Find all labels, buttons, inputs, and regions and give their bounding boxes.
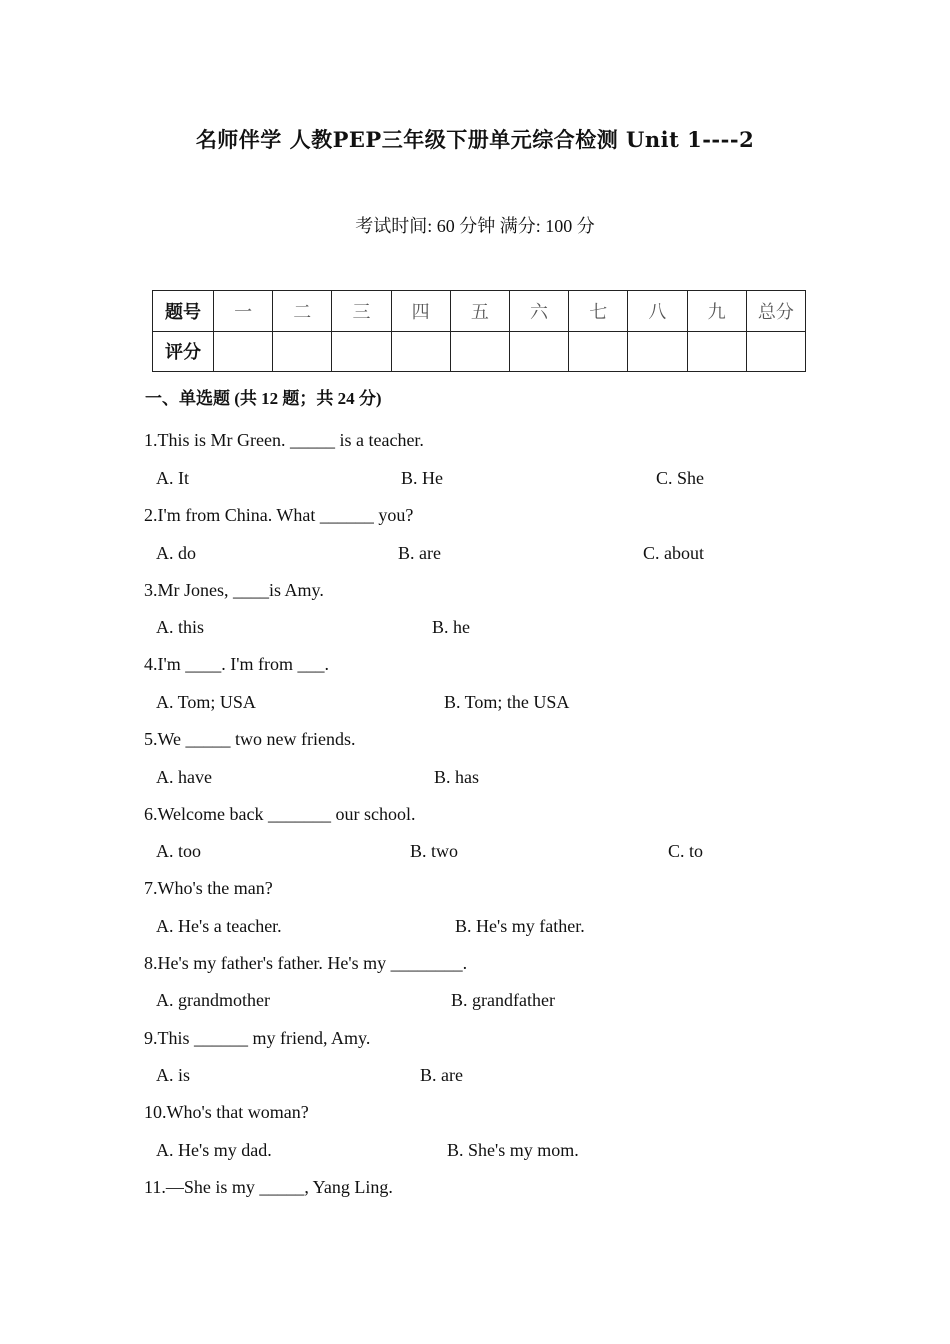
question-text: 5.We _____ two new friends. xyxy=(144,729,356,749)
score-cell xyxy=(273,331,332,372)
question-text: 10.Who's that woman? xyxy=(144,1102,309,1122)
option: A. is xyxy=(156,1065,191,1085)
score-table-row-label: 题号 xyxy=(153,291,214,332)
score-table-col: 六 xyxy=(509,291,568,332)
option: A. He's my dad. xyxy=(156,1140,272,1160)
score-cell xyxy=(332,331,391,372)
option: B. he xyxy=(432,617,470,637)
option: B. are xyxy=(398,543,441,563)
question-text: 7.Who's the man? xyxy=(144,878,273,898)
option: C. She xyxy=(656,468,705,488)
score-cell xyxy=(628,331,687,372)
score-table-col: 三 xyxy=(332,291,391,332)
option: A. Tom; USA xyxy=(156,692,256,712)
question-text: 9.This ______ my friend, Amy. xyxy=(144,1028,371,1048)
document-title: 名师伴学 人教PEP三年级下册单元综合检测 Unit 1----2 xyxy=(195,127,755,152)
option: A. too xyxy=(156,841,201,861)
option: A. He's a teacher. xyxy=(156,916,282,936)
score-table-score-row xyxy=(153,331,806,372)
option: C. to xyxy=(668,841,704,861)
score-cell xyxy=(509,331,568,372)
score-cell xyxy=(687,331,746,372)
score-table-col: 总分 xyxy=(746,291,805,332)
option: A. this xyxy=(156,617,205,637)
option: B. Tom; the USA xyxy=(444,692,570,712)
question-text: 6.Welcome back _______ our school. xyxy=(144,804,416,824)
option: B. He xyxy=(401,468,443,488)
score-cell xyxy=(569,331,628,372)
question-text: 3.Mr Jones, ____is Amy. xyxy=(144,580,324,600)
question-text: 4.I'm ____. I'm from ___. xyxy=(144,654,329,674)
section-heading: 一、单选题 (共 12 题；共 24 分) xyxy=(145,389,382,408)
score-cell xyxy=(746,331,805,372)
score-cell xyxy=(450,331,509,372)
question-text: 2.I'm from China. What ______ you? xyxy=(144,505,414,525)
exam-info: 考试时间: 60 分钟 满分: 100 分 xyxy=(355,216,595,236)
option: B. two xyxy=(410,841,459,861)
score-table-col: 四 xyxy=(391,291,450,332)
option: B. He's my father. xyxy=(455,916,585,936)
score-table-col: 九 xyxy=(687,291,746,332)
option: A. grandmother xyxy=(156,990,270,1010)
option: A. have xyxy=(156,767,212,787)
score-table-col: 五 xyxy=(450,291,509,332)
option: B. grandfather xyxy=(451,990,555,1010)
option: B. has xyxy=(434,767,479,787)
score-table-col: 二 xyxy=(273,291,332,332)
option: C. about xyxy=(643,543,704,563)
score-table xyxy=(152,290,806,372)
score-table-col: 八 xyxy=(628,291,687,332)
question-text: 11.—She is my _____, Yang Ling. xyxy=(144,1177,393,1197)
score-table-col: 七 xyxy=(569,291,628,332)
option: B. She's my mom. xyxy=(447,1140,579,1160)
option: B. are xyxy=(420,1065,463,1085)
question-text: 1.This is Mr Green. _____ is a teacher. xyxy=(144,430,424,450)
option: A. It xyxy=(156,468,189,488)
score-table-header-row xyxy=(153,291,806,332)
option: A. do xyxy=(156,543,196,563)
question-text: 8.He's my father's father. He's my ________. xyxy=(144,953,468,973)
score-table-row-label: 评分 xyxy=(153,331,214,372)
score-cell xyxy=(391,331,450,372)
score-table-col: 一 xyxy=(214,291,273,332)
score-cell xyxy=(214,331,273,372)
